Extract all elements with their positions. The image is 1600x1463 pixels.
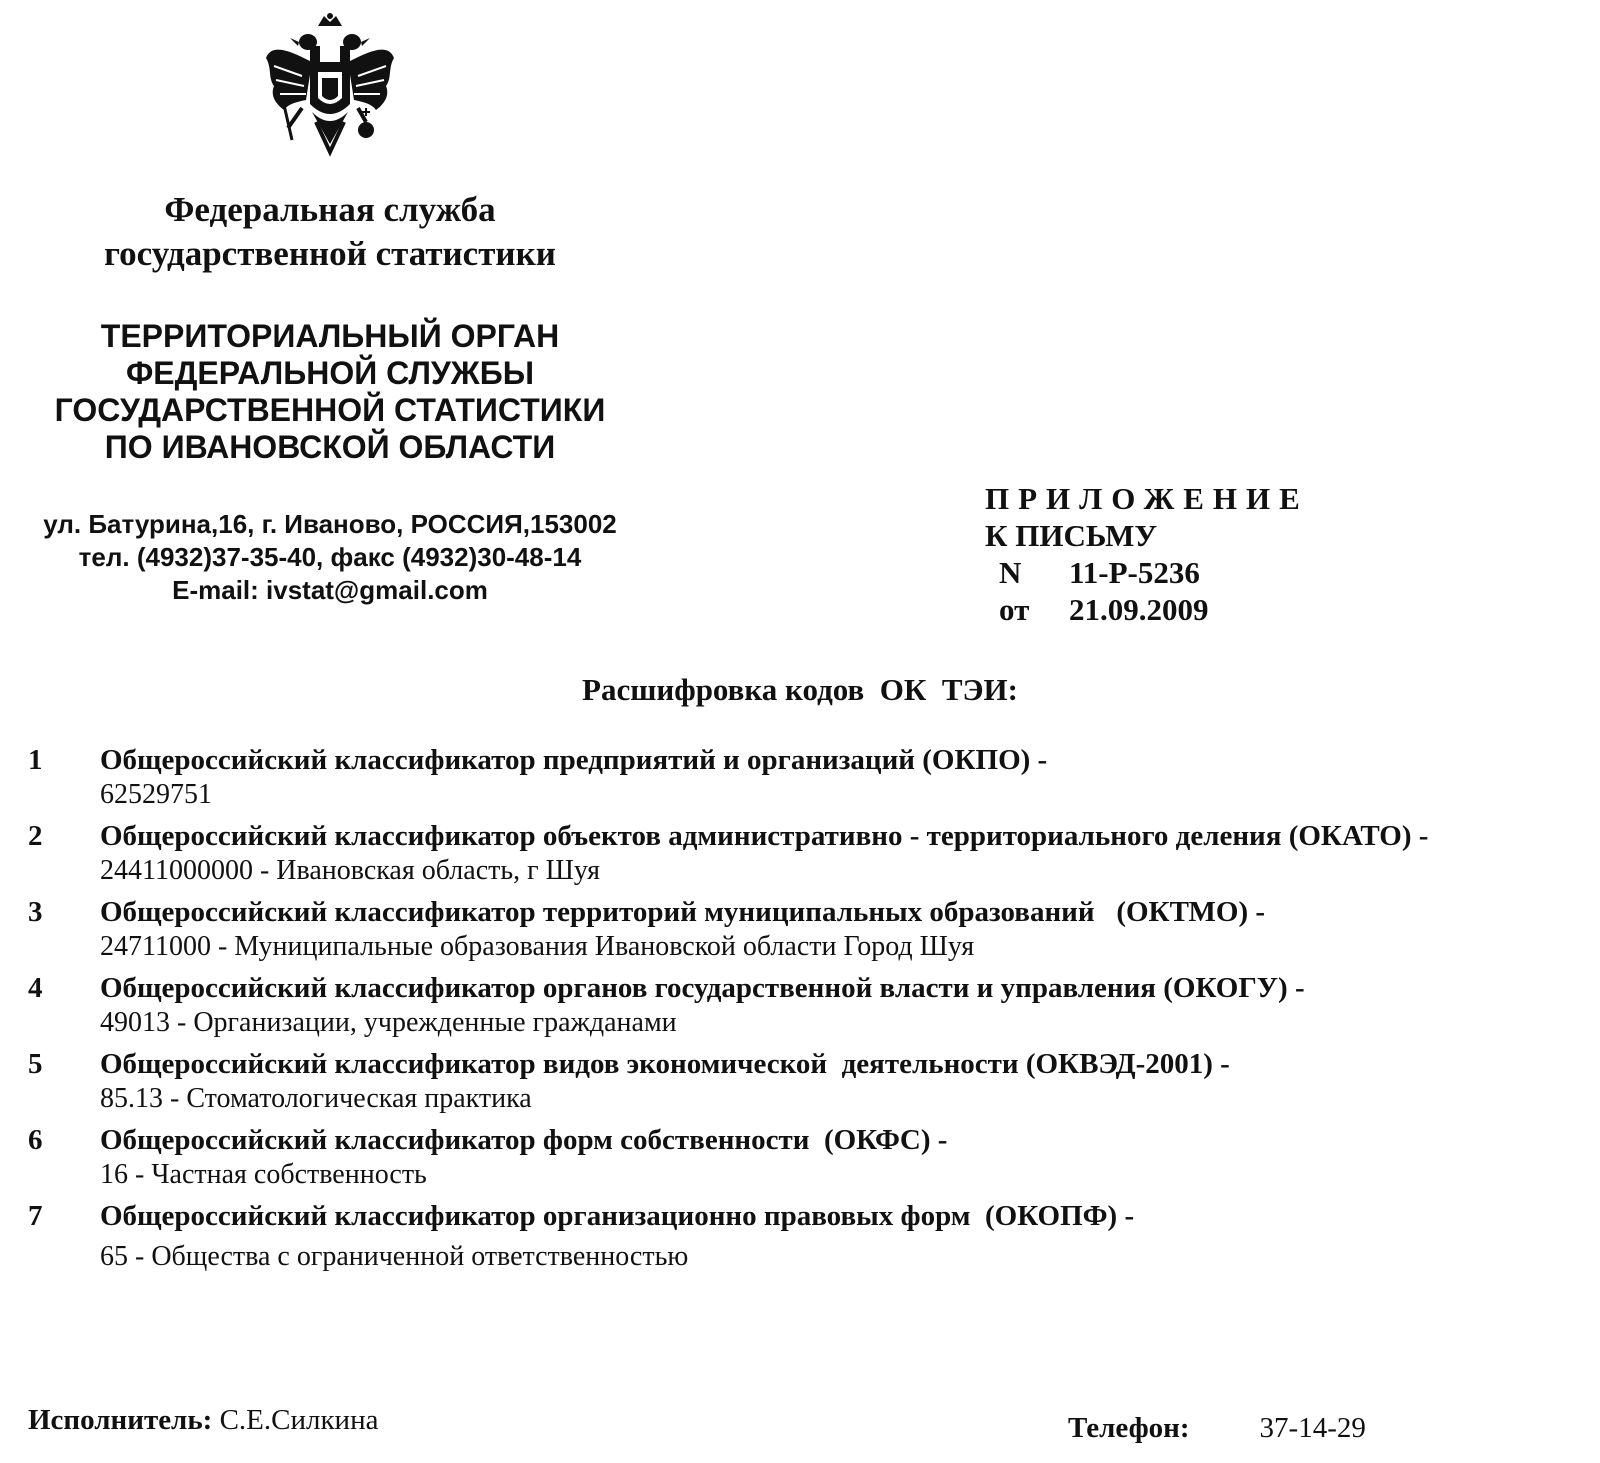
classifier-value: 24711000 - Муниципальные образования Ивановской области Город Шуя bbox=[100, 931, 975, 962]
agency-title-line: государственной статистики bbox=[104, 234, 556, 273]
executor-name: С.Е.Силкина bbox=[212, 1404, 379, 1436]
organization-name-line: ПО ИВАНОВСКОЙ ОБЛАСТИ bbox=[104, 429, 556, 465]
classifier-name: Общероссийский классификатор объектов административно - территориального деления (ОКАТО) - bbox=[100, 820, 1429, 852]
classifier-value: 49013 - Организации, учрежденные гражданами bbox=[100, 1007, 677, 1038]
item-number: 4 bbox=[28, 972, 43, 1004]
letter-number-row bbox=[985, 554, 1309, 591]
item-number: 6 bbox=[28, 1124, 43, 1156]
list-item bbox=[28, 742, 1598, 812]
codes-list bbox=[28, 742, 1598, 1280]
list-item bbox=[28, 1046, 1598, 1116]
appendix-block bbox=[985, 480, 1309, 628]
double-headed-eagle-icon bbox=[262, 12, 398, 162]
email: E-mail: ivstat@gmail.com bbox=[172, 575, 488, 605]
classifier-value: 85.13 - Стоматологическая практика bbox=[100, 1083, 532, 1114]
organization-name-line: ТЕРРИТОРИАЛЬНЫЙ ОРГАН bbox=[100, 318, 560, 354]
letter-date-label: от bbox=[999, 592, 1030, 627]
letter-number-value: 11-Р-5236 bbox=[1069, 555, 1200, 590]
phone-value: 37-14-29 bbox=[1259, 1412, 1366, 1444]
list-item bbox=[28, 894, 1598, 964]
classifier-name: Общероссийский классификатор органов государственной власти и управления (ОКОГУ) - bbox=[100, 972, 1305, 1004]
codes-heading-text: Расшифровка кодов ОК ТЭИ: bbox=[582, 672, 1018, 707]
appendix-title: ПРИЛОЖЕНИЕ bbox=[985, 481, 1309, 516]
address: ул. Батурина,16, г. Иваново, РОССИЯ,153002 bbox=[43, 509, 617, 539]
organization-name-line: ГОСУДАРСТВЕННОЙ СТАТИСТИКИ bbox=[54, 392, 606, 428]
item-number: 5 bbox=[28, 1048, 43, 1080]
classifier-name: Общероссийский классификатор организационно правовых форм (ОКОПФ) - bbox=[100, 1200, 1135, 1232]
letter-date-value: 21.09.2009 bbox=[1069, 592, 1209, 627]
organization-name-line: ФЕДЕРАЛЬНОЙ СЛУЖБЫ bbox=[125, 355, 535, 391]
classifier-value: 62529751 bbox=[100, 779, 212, 810]
list-item bbox=[28, 970, 1598, 1040]
item-number: 3 bbox=[28, 896, 43, 928]
classifier-name: Общероссийский классификатор предприятий и организаций (ОКПО) - bbox=[100, 744, 1048, 776]
item-number: 2 bbox=[28, 820, 43, 852]
codes-heading bbox=[0, 672, 1600, 708]
letter-date-row bbox=[985, 591, 1309, 628]
classifier-name: Общероссийский классификатор видов экономической деятельности (ОКВЭД-2001) - bbox=[100, 1048, 1230, 1080]
executor bbox=[28, 1402, 378, 1438]
classifier-value: 16 - Частная собственность bbox=[100, 1159, 427, 1190]
classifier-value: 24411000000 - Ивановская область, г Шуя bbox=[100, 855, 601, 886]
agency-title-line: Федеральная служба bbox=[164, 190, 496, 229]
letter-number-label: N bbox=[999, 555, 1022, 590]
executor-phone bbox=[1068, 1410, 1366, 1446]
list-item bbox=[28, 1198, 1598, 1274]
phone-fax: тел. (4932)37-35-40, факс (4932)30-48-14 bbox=[78, 542, 582, 572]
list-item bbox=[28, 818, 1598, 888]
appendix-subtitle: К ПИСЬМУ bbox=[985, 518, 1158, 553]
classifier-name: Общероссийский классификатор территорий муниципальных образований (ОКТМО) - bbox=[100, 896, 1266, 928]
item-number: 7 bbox=[28, 1200, 43, 1232]
contacts-block bbox=[0, 508, 660, 607]
list-item bbox=[28, 1122, 1598, 1192]
item-number: 1 bbox=[28, 744, 43, 776]
classifier-name: Общероссийский классификатор форм собственности (ОКФС) - bbox=[100, 1124, 948, 1156]
classifier-value: 65 - Общества с ограниченной ответственностью bbox=[100, 1241, 689, 1272]
phone-label: Телефон: bbox=[1068, 1412, 1190, 1444]
agency-title bbox=[40, 188, 620, 276]
executor-label: Исполнитель: bbox=[28, 1404, 213, 1436]
organization-name bbox=[20, 318, 640, 466]
